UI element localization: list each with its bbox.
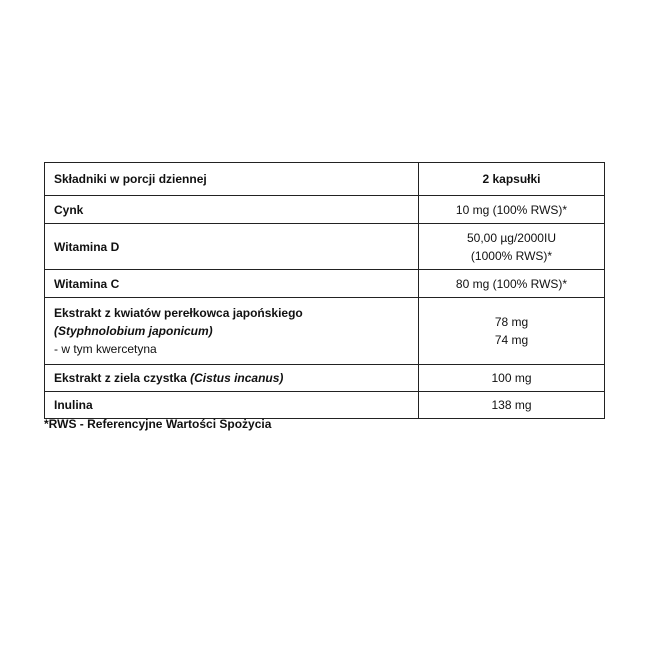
footnote: *RWS - Referencyjne Wartości Spożycia xyxy=(44,417,272,431)
ingredient-latin-name: (Styphnolobium japonicum) xyxy=(54,324,213,338)
table-row xyxy=(45,270,605,298)
amount-line: 50,00 µg/2000IU xyxy=(467,230,556,245)
ingredient-subitem: - w tym kwercetyna xyxy=(54,342,157,356)
ingredient-amount: 100 mg xyxy=(419,365,605,392)
header-serving: 2 kapsułki xyxy=(419,163,605,196)
ingredient-amount: 10 mg (100% RWS)* xyxy=(419,196,605,224)
ingredient-name-text: Ekstrakt z ziela czystka xyxy=(54,371,191,385)
table-header-row xyxy=(45,163,605,196)
ingredient-name: Inulina xyxy=(45,392,419,419)
ingredient-name: Cynk xyxy=(45,196,419,224)
ingredient-amount: 138 mg xyxy=(419,392,605,419)
table-row xyxy=(45,224,605,270)
ingredient-name-line: Ekstrakt z kwiatów perełkowca japońskiego xyxy=(54,306,303,320)
table-row xyxy=(45,392,605,419)
table-row xyxy=(45,365,605,392)
ingredient-latin-name: (Cistus incanus) xyxy=(190,371,284,385)
ingredient-name: Witamina C xyxy=(45,270,419,298)
table-row xyxy=(45,196,605,224)
supplement-facts-table xyxy=(44,162,605,419)
table-row xyxy=(45,298,605,365)
amount-line: (1000% RWS)* xyxy=(470,248,553,263)
ingredient-name: Witamina D xyxy=(45,224,419,270)
ingredient-amount: 80 mg (100% RWS)* xyxy=(419,270,605,298)
ingredient-amount xyxy=(419,224,605,270)
ingredient-amount xyxy=(419,298,605,365)
amount-line: 74 mg xyxy=(494,333,529,347)
ingredient-name xyxy=(45,365,419,392)
amount-line: 78 mg xyxy=(494,315,529,329)
header-ingredients: Składniki w porcji dziennej xyxy=(45,163,419,196)
ingredient-name xyxy=(45,298,419,365)
